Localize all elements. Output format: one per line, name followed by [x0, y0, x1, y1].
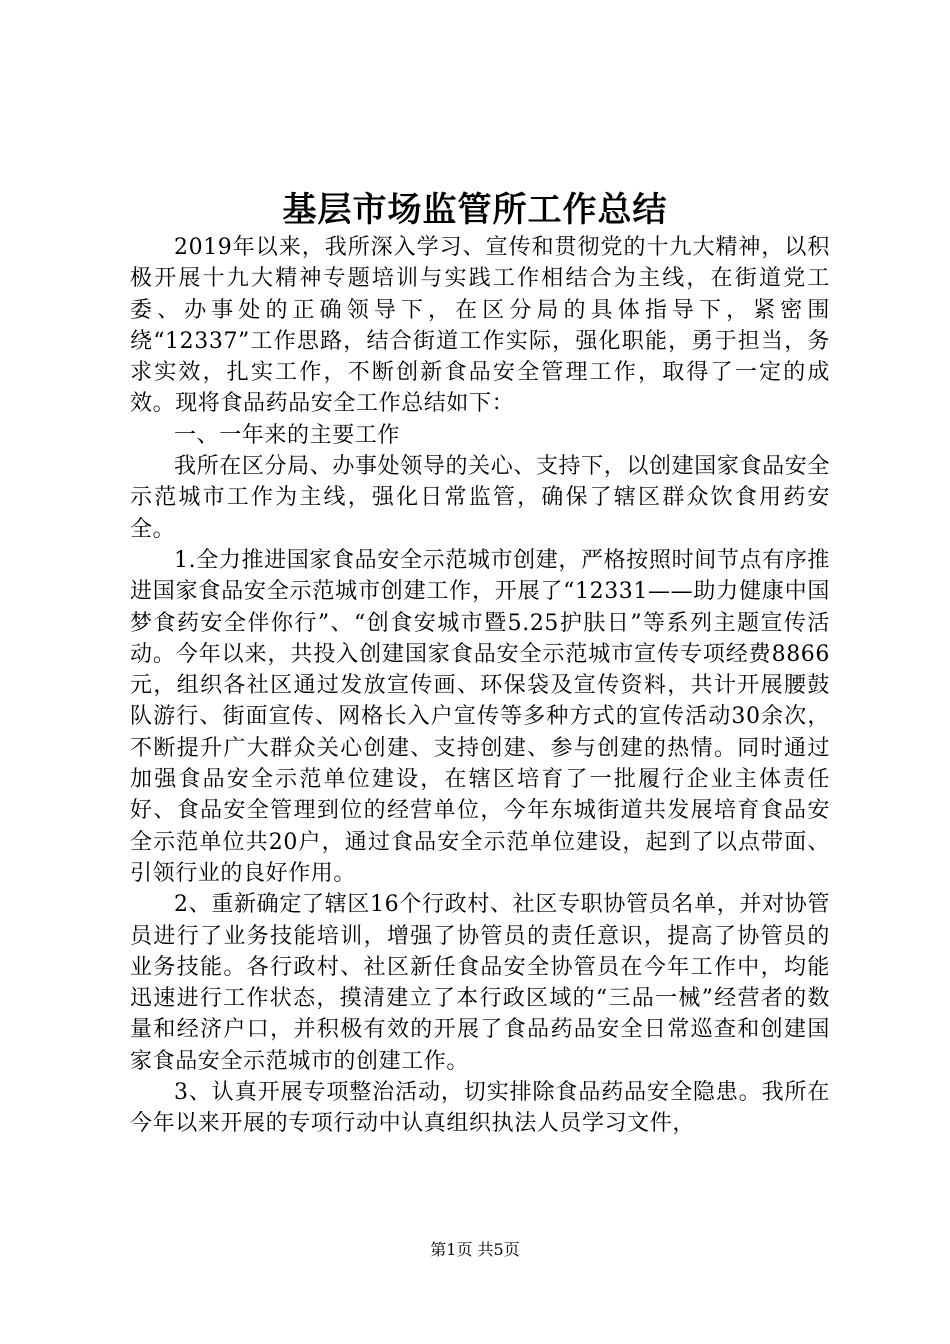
document-title: 基层市场监管所工作总结 — [282, 190, 668, 230]
intro-paragraph: 2019年以来，我所深入学习、宣传和贯彻党的十九大精神，以积极开展十九大精神专题培训与实践工作相结合为主线，在街道党工委、办事处的正确领导下，在区分局的具体指导下，紧密围绕“12337”工作思路，结合街道工作实际，强化职能，勇于担当，务求实效，扎实工作，不断创新食品安全管理工作，取得了一定的成效。现将食品药品安全工作总结如下： — [130, 235, 830, 417]
item-3-paragraph: 3、认真开展专项整治活动，切实排除食品药品安全隐患。我所在今年以来开展的专项行动中认真组织执法人员学习文件， — [130, 1080, 830, 1137]
section-heading: 一、一年来的主要工作 — [174, 422, 401, 448]
section-paragraph: 我所在区分局、办事处领导的关心、支持下，以创建国家食品安全示范城市工作为主线，强化日常监管，确保了辖区群众饮食用药安全。 — [130, 454, 830, 542]
page-footer: 第1页 共5页 — [430, 1240, 520, 1259]
item-1-paragraph: 1.全力推进国家食品安全示范城市创建，严格按照时间节点有序推进国家食品安全示范城市创建工作，开展了“12331——助力健康中国梦食药安全伴你行”、“创食安城市暨5.25护肤日”等系列主题宣传活动。今年以来，共投入创建国家食品安全示范城市宣传专项经费8866元，组织各社区通过发放宣传画、环保袋及宣传资料，共计开展腰鼓队游行、街面宣传、网格长入户宣传等多种方式的宣传活动30余次，不断提升广大群众关心创建、支持创建、参与创建的热情。同时通过加强食品安全示范单位建设，在辖区培育了一批履行企业主体责任好、食品安全管理到位的经营单位，今年东城街道共发展培育食品安全示范单位共20户，通过食品安全示范单位建设，起到了以点带面、引领行业的良好作用。 — [130, 547, 830, 886]
item-2-paragraph: 2、重新确定了辖区16个行政村、社区专职协管员名单，并对协管员进行了业务技能培训，增强了协管员的责任意识，提高了协管员的业务技能。各行政村、社区新任食品安全协管员在今年工作中，均能迅速进行工作状态，摸清建立了本行政区域的“三品一械”经营者的数量和经济户口，并积极有效的开展了食品药品安全日常巡查和创建国家食品安全示范城市的创建工作。 — [130, 892, 830, 1074]
document-body — [130, 232, 830, 1140]
